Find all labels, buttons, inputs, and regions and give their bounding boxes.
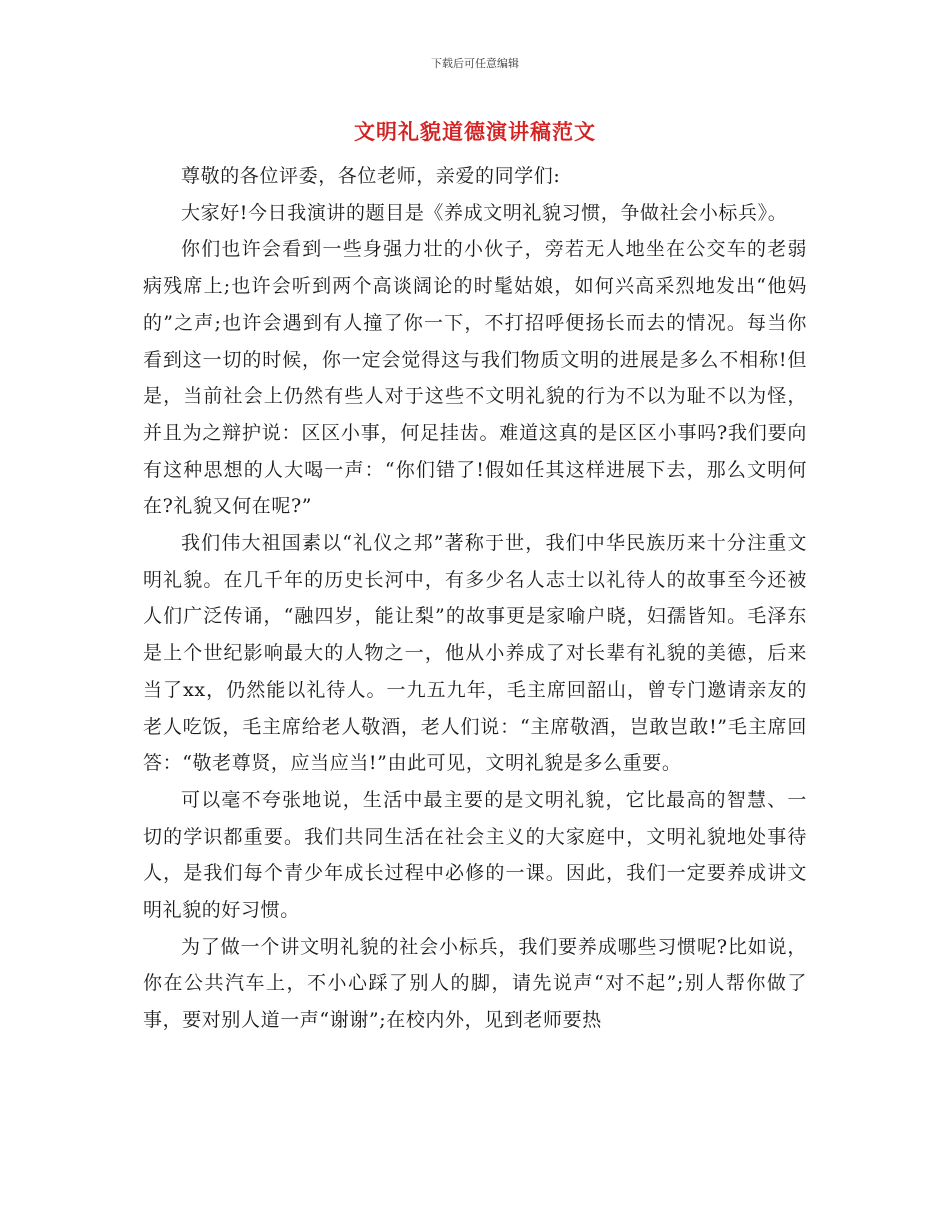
body-paragraph: 为了做一个讲文明礼貌的社会小标兵，我们要养成哪些习惯呢?比如说，你在公共汽车上，不小心踩了别人的脚，请先说声“对不起”;别人帮你做了事，要对别人道一声“谢谢”;在校内外，见到老师要热: [143, 935, 807, 1032]
document-title: 文明礼貌道德演讲稿范文: [354, 119, 596, 144]
salutation-paragraph: 尊敬的各位评委，各位老师，亲爱的同学们:: [181, 165, 561, 187]
body-paragraph: 你们也许会看到一些身强力壮的小伙子，旁若无人地坐在公交车的老弱病残席上;也许会听到两个高谈阔论的时髦姑娘，如何兴高采烈地发出“他妈的”之声;也许会遇到有人撞了你一下，不打招呼便扬长而去的情况。每当你看到这一切的时候，你一定会觉得这与我们物质文明的进展是多么不相称!但是，当前社会上仍然有些人对于这些不文明礼貌的行为不以为耻不以为怪，并且为之辩护说：区区小事，何足挂齿。难道这真的是区区小事吗?我们要向有这种思想的人大喝一声：“你们错了!假如任其这样进展下去，那么文明何在?礼貌又何在呢?”: [143, 238, 807, 518]
body-paragraph: 可以毫不夸张地说，生活中最主要的是文明礼貌，它比最高的智慧、一切的学识都重要。我们共同生活在社会主义的大家庭中，文明礼貌地处事待人，是我们每个青少年成长过程中必修的一课。因此，我们一定要养成讲文明礼貌的好习惯。: [143, 788, 807, 922]
header-note: 下载后可任意编辑: [431, 57, 519, 70]
body-paragraph: 大家好!今日我演讲的题目是《养成文明礼貌习惯，争做社会小标兵》。: [181, 201, 788, 224]
document-body: [143, 158, 807, 1039]
body-paragraph: 我们伟大祖国素以“礼仪之邦”著称于世，我们中华民族历来十分注重文明礼貌。在几千年的历史长河中，有多少名人志士以礼待人的故事至今还被人们广泛传诵，“融四岁，能让梨”的故事更是家喻户晓，妇孺皆知。毛泽东是上个世纪影响最大的人物之一，他从小养成了对长辈有礼貌的美德，后来当了xx，仍然能以礼待人。一九五九年，毛主席回韶山，曾专门邀请亲友的老人吃饭，毛主席给老人敬酒，老人们说：“主席敬酒，岂敢岂敢!”毛主席回答：“敬老尊贤，应当应当!”由此可见，文明礼貌是多么重要。: [143, 532, 807, 775]
